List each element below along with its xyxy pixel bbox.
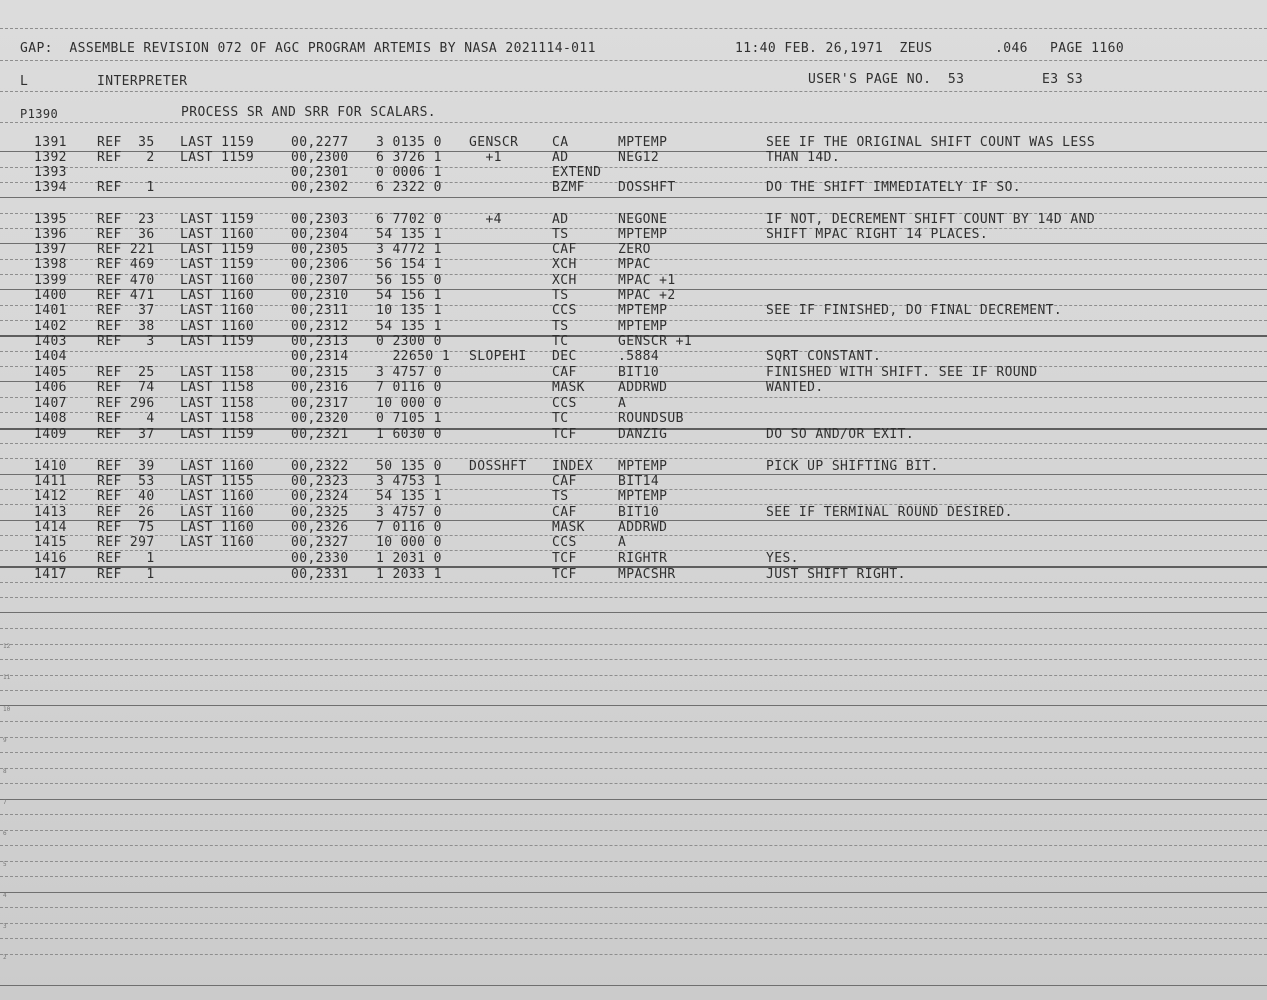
address: 00,2321 [291, 427, 349, 442]
octal-word: 22650 1 [376, 349, 451, 364]
operand: MPTEMP [618, 135, 668, 150]
comment: WANTED. [766, 380, 824, 395]
ref-count: REF 4 [97, 411, 155, 426]
line-number: 1392 [34, 150, 67, 165]
octal-word: 56 154 1 [376, 257, 442, 272]
comment: THAN 14D. [766, 150, 841, 165]
line-number: 1393 [34, 165, 67, 180]
comment: SEE IF THE ORIGINAL SHIFT COUNT WAS LESS [766, 135, 1096, 150]
last-ref: LAST 1159 [180, 242, 255, 257]
operand: .5884 [618, 349, 660, 364]
listing-row [0, 320, 1267, 335]
address: 00,2306 [291, 257, 349, 272]
log-section-letter: L [20, 74, 29, 89]
ref-count: REF 26 [97, 505, 155, 520]
ref-count: REF 221 [97, 242, 155, 257]
last-ref: LAST 1158 [180, 411, 255, 426]
last-ref: LAST 1160 [180, 273, 255, 288]
ref-count: REF 53 [97, 474, 155, 489]
ref-count: REF 38 [97, 319, 155, 334]
octal-word: 10 000 0 [376, 396, 442, 411]
address: 00,2324 [291, 489, 349, 504]
margin-tick: 11 [3, 674, 11, 681]
operand: BIT14 [618, 474, 660, 489]
line-number: 1407 [34, 396, 67, 411]
line-number: 1416 [34, 551, 67, 566]
operand: RIGHTR [618, 551, 668, 566]
address: 00,2315 [291, 365, 349, 380]
ref-count: REF 23 [97, 212, 155, 227]
listing-row [0, 412, 1267, 427]
comment: SEE IF FINISHED, DO FINAL DECREMENT. [766, 303, 1063, 318]
listing-row [0, 350, 1267, 365]
line-number: 1403 [34, 334, 67, 349]
listing-row [0, 521, 1267, 536]
margin-tick: 3 [3, 923, 7, 930]
octal-word: 6 2322 0 [376, 180, 442, 195]
operand: MPTEMP [618, 227, 668, 242]
last-ref: LAST 1159 [180, 427, 255, 442]
opcode: CCS [552, 303, 577, 318]
ref-count: REF 75 [97, 520, 155, 535]
line-number: 1406 [34, 380, 67, 395]
last-ref: LAST 1158 [180, 365, 255, 380]
octal-word: 1 6030 0 [376, 427, 442, 442]
line-number: 1411 [34, 474, 67, 489]
octal-word: 54 135 1 [376, 319, 442, 334]
octal-word: 3 0135 0 [376, 135, 442, 150]
address: 00,2322 [291, 459, 349, 474]
margin-tick: 2 [3, 954, 7, 961]
opcode: XCH [552, 257, 577, 272]
octal-word: 1 2033 1 [376, 567, 442, 582]
address: 00,2312 [291, 319, 349, 334]
opcode: DEC [552, 349, 577, 364]
margin-tick: 7 [3, 799, 7, 806]
ref-count: REF 2 [97, 150, 155, 165]
listing-row [0, 381, 1267, 396]
line-number: 1412 [34, 489, 67, 504]
line-number: 1400 [34, 288, 67, 303]
line-number: 1410 [34, 459, 67, 474]
line-number: 1394 [34, 180, 67, 195]
operand: ROUNDSUB [618, 411, 684, 426]
last-ref: LAST 1159 [180, 334, 255, 349]
opcode: TCF [552, 567, 577, 582]
operand: MPTEMP [618, 459, 668, 474]
listing-row [0, 243, 1267, 258]
margin-tick: 4 [3, 892, 7, 899]
listing-row [0, 151, 1267, 166]
ref-count: REF 469 [97, 257, 155, 272]
opcode: TS [552, 288, 569, 303]
opcode: TS [552, 227, 569, 242]
listing-row [0, 397, 1267, 412]
comment: FINISHED WITH SHIFT. SEE IF ROUND [766, 365, 1038, 380]
opcode: CAF [552, 365, 577, 380]
margin-tick: 9 [3, 737, 7, 744]
opcode: CCS [552, 535, 577, 550]
address: 00,2316 [291, 380, 349, 395]
operand: GENSCR +1 [618, 334, 693, 349]
last-ref: LAST 1160 [180, 459, 255, 474]
address: 00,2302 [291, 180, 349, 195]
last-ref: LAST 1160 [180, 319, 255, 334]
header-title-line: GAP: ASSEMBLE REVISION 072 OF AGC PROGRAM ARTEMIS BY NASA 2021114-011 [20, 41, 596, 56]
users-page-number: USER'S PAGE NO. 53 [808, 72, 965, 87]
line-number: 1408 [34, 411, 67, 426]
last-ref: LAST 1159 [180, 212, 255, 227]
octal-word: 0 2300 0 [376, 334, 442, 349]
listing-row [0, 228, 1267, 243]
listing-row [0, 490, 1267, 505]
comment: DO THE SHIFT IMMEDIATELY IF SO. [766, 180, 1022, 195]
octal-word: 0 7105 1 [376, 411, 442, 426]
operand: BIT10 [618, 505, 660, 520]
address: 00,2310 [291, 288, 349, 303]
address: 00,2300 [291, 150, 349, 165]
listing-row [0, 274, 1267, 289]
octal-word: 10 135 1 [376, 303, 442, 318]
ref-count: REF 40 [97, 489, 155, 504]
comment: YES. [766, 551, 799, 566]
line-number: 1401 [34, 303, 67, 318]
operand: NEG12 [618, 150, 660, 165]
last-ref: LAST 1160 [180, 489, 255, 504]
line-number: 1404 [34, 349, 67, 364]
listing-row [0, 181, 1267, 196]
line-number: 1399 [34, 273, 67, 288]
last-ref: LAST 1160 [180, 303, 255, 318]
ref-count: REF 1 [97, 567, 155, 582]
opcode: INDEX [552, 459, 594, 474]
listing-row [0, 136, 1267, 151]
symbol-label: GENSCR [469, 135, 519, 150]
operand: A [618, 396, 627, 411]
last-ref: LAST 1160 [180, 535, 255, 550]
comment: IF NOT, DECREMENT SHIFT COUNT BY 14D AND [766, 212, 1096, 227]
operand: MPTEMP [618, 319, 668, 334]
operand: ADDRWD [618, 520, 668, 535]
octal-word: 10 000 0 [376, 535, 442, 550]
margin-tick: 5 [3, 861, 7, 868]
operand: MPACSHR [618, 567, 676, 582]
listing-row [0, 428, 1267, 443]
line-number: 1397 [34, 242, 67, 257]
octal-word: 0 0006 1 [376, 165, 442, 180]
margin-tick: 10 [3, 706, 11, 713]
ref-count: REF 35 [97, 135, 155, 150]
octal-word: 54 135 1 [376, 489, 442, 504]
ref-count: REF 74 [97, 380, 155, 395]
last-ref: LAST 1160 [180, 520, 255, 535]
opcode: MASK [552, 520, 585, 535]
comment: SEE IF TERMINAL ROUND DESIRED. [766, 505, 1013, 520]
address: 00,2307 [291, 273, 349, 288]
octal-word: 3 4753 1 [376, 474, 442, 489]
octal-word: 3 4757 0 [376, 365, 442, 380]
line-number: 1415 [34, 535, 67, 550]
line-number: 1396 [34, 227, 67, 242]
ref-count: REF 39 [97, 459, 155, 474]
block-id: P1390 [20, 107, 59, 121]
address: 00,2327 [291, 535, 349, 550]
ref-count: REF 296 [97, 396, 155, 411]
opcode: TC [552, 334, 569, 349]
address: 00,2303 [291, 212, 349, 227]
line-number: 1414 [34, 520, 67, 535]
comment: JUST SHIFT RIGHT. [766, 567, 906, 582]
operand: MPTEMP [618, 303, 668, 318]
operand: A [618, 535, 627, 550]
address: 00,2314 [291, 349, 349, 364]
last-ref: LAST 1158 [180, 396, 255, 411]
margin-tick: 8 [3, 768, 7, 775]
octal-word: 7 0116 0 [376, 520, 442, 535]
margin-tick: 12 [3, 643, 11, 650]
opcode: MASK [552, 380, 585, 395]
octal-word: 50 135 0 [376, 459, 442, 474]
operand: ADDRWD [618, 380, 668, 395]
last-ref: LAST 1155 [180, 474, 255, 489]
address: 00,2323 [291, 474, 349, 489]
listing-row [0, 568, 1267, 583]
address: 00,2320 [291, 411, 349, 426]
comment: SHIFT MPAC RIGHT 14 PLACES. [766, 227, 989, 242]
opcode: EXTEND [552, 165, 602, 180]
ref-count: REF 37 [97, 427, 155, 442]
address: 00,2317 [291, 396, 349, 411]
opcode: CCS [552, 396, 577, 411]
octal-word: 3 4757 0 [376, 505, 442, 520]
block-title: PROCESS SR AND SRR FOR SCALARS. [181, 105, 437, 120]
opcode: TCF [552, 551, 577, 566]
last-ref: LAST 1159 [180, 257, 255, 272]
ref-count: REF 470 [97, 273, 155, 288]
header-page-number: PAGE 1160 [1050, 41, 1125, 56]
octal-word: 6 3726 1 [376, 150, 442, 165]
margin-tick: 6 [3, 830, 7, 837]
octal-word: 54 135 1 [376, 227, 442, 242]
opcode: TS [552, 489, 569, 504]
listing-row [0, 460, 1267, 475]
line-number: 1417 [34, 567, 67, 582]
opcode: AD [552, 212, 569, 227]
octal-word: 7 0116 0 [376, 380, 442, 395]
octal-word: 56 155 0 [376, 273, 442, 288]
opcode: CAF [552, 505, 577, 520]
operand: MPTEMP [618, 489, 668, 504]
opcode: CA [552, 135, 569, 150]
last-ref: LAST 1160 [180, 288, 255, 303]
listing-row [0, 166, 1267, 181]
listing-row [0, 552, 1267, 567]
listing-row [0, 289, 1267, 304]
operand: DANZIG [618, 427, 668, 442]
operand: MPAC +1 [618, 273, 676, 288]
address: 00,2311 [291, 303, 349, 318]
section-name: INTERPRETER [97, 74, 188, 89]
address: 00,2277 [291, 135, 349, 150]
listing-row [0, 475, 1267, 490]
ref-count: REF 297 [97, 535, 155, 550]
last-ref: LAST 1160 [180, 227, 255, 242]
opcode: CAF [552, 242, 577, 257]
operand: MPAC +2 [618, 288, 676, 303]
symbol-label: +1 [469, 150, 502, 165]
last-ref: LAST 1159 [180, 135, 255, 150]
address: 00,2331 [291, 567, 349, 582]
symbol-label: +4 [469, 212, 502, 227]
listing-row [0, 213, 1267, 228]
line-number: 1398 [34, 257, 67, 272]
operand: DOSSHFT [618, 180, 676, 195]
line-number: 1395 [34, 212, 67, 227]
symbol-label: SLOPEHI [469, 349, 527, 364]
operand: ZERO [618, 242, 651, 257]
opcode: BZMF [552, 180, 585, 195]
address: 00,2313 [291, 334, 349, 349]
listing-row [0, 335, 1267, 350]
opcode: TC [552, 411, 569, 426]
e3-s3-label: E3 S3 [1042, 72, 1084, 87]
line-number: 1409 [34, 427, 67, 442]
operand: MPAC [618, 257, 651, 272]
line-number: 1391 [34, 135, 67, 150]
listing-row [0, 506, 1267, 521]
octal-word: 3 4772 1 [376, 242, 442, 257]
opcode: CAF [552, 474, 577, 489]
ref-count: REF 36 [97, 227, 155, 242]
address: 00,2325 [291, 505, 349, 520]
opcode: TCF [552, 427, 577, 442]
address: 00,2326 [291, 520, 349, 535]
opcode: AD [552, 150, 569, 165]
ref-count: REF 25 [97, 365, 155, 380]
ref-count: REF 1 [97, 551, 155, 566]
octal-word: 1 2031 0 [376, 551, 442, 566]
last-ref: LAST 1159 [180, 150, 255, 165]
address: 00,2305 [291, 242, 349, 257]
address: 00,2304 [291, 227, 349, 242]
line-number: 1405 [34, 365, 67, 380]
ref-count: REF 3 [97, 334, 155, 349]
octal-word: 6 7702 0 [376, 212, 442, 227]
comment: SQRT CONSTANT. [766, 349, 882, 364]
listing-row [0, 258, 1267, 273]
symbol-label: DOSSHFT [469, 459, 527, 474]
header-code: .046 [995, 41, 1028, 56]
listing-row [0, 536, 1267, 551]
line-number: 1402 [34, 319, 67, 334]
ref-count: REF 471 [97, 288, 155, 303]
operand: BIT10 [618, 365, 660, 380]
operand: NEGONE [618, 212, 668, 227]
last-ref: LAST 1158 [180, 380, 255, 395]
address: 00,2330 [291, 551, 349, 566]
listing-row [0, 304, 1267, 319]
comment: DO SO AND/OR EXIT. [766, 427, 915, 442]
opcode: TS [552, 319, 569, 334]
ref-count: REF 1 [97, 180, 155, 195]
opcode: XCH [552, 273, 577, 288]
ref-count: REF 37 [97, 303, 155, 318]
address: 00,2301 [291, 165, 349, 180]
comment: PICK UP SHIFTING BIT. [766, 459, 939, 474]
last-ref: LAST 1160 [180, 505, 255, 520]
octal-word: 54 156 1 [376, 288, 442, 303]
listing-row [0, 366, 1267, 381]
header-timestamp: 11:40 FEB. 26,1971 ZEUS [735, 41, 933, 56]
line-number: 1413 [34, 505, 67, 520]
